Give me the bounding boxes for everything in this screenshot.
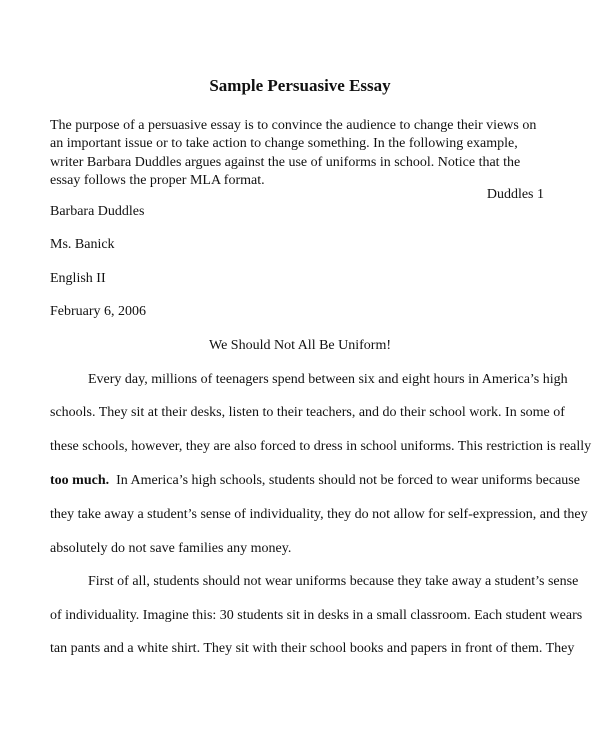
paragraph-1-line [50, 473, 580, 489]
emphasis-text: too much. [50, 473, 110, 488]
instructor-name: Ms. Banick [50, 237, 115, 252]
paragraph-1-line: they take away a student’s sense of individuality, they do not allow for self-expression, and they [50, 507, 588, 522]
paragraph-1-line: Every day, millions of teenagers spend between six and eight hours in America’s high [88, 372, 568, 387]
paragraph-2-line: tan pants and a white shirt. They sit with their school books and papers in front of them. They [50, 641, 575, 656]
paragraph-1-line: schools. They sit at their desks, listen to their teachers, and do their school work. In some of [50, 405, 565, 420]
essay-date: February 6, 2006 [50, 304, 147, 319]
document-title: Sample Persuasive Essay [209, 76, 391, 95]
running-head: Duddles 1 [486, 187, 544, 202]
course-name: English II [50, 271, 106, 286]
paragraph-1-line-rest: In America’s high schools, students should not be forced to wear uniforms because [109, 473, 580, 488]
paragraph-1-line: these schools, however, they are also forced to dress in school uniforms. This restriction is really [50, 439, 592, 454]
paragraph-2-line: of individuality. Imagine this: 30 students sit in desks in a small classroom. Each student wears [50, 608, 583, 623]
paragraph-2-line: First of all, students should not wear uniforms because they take away a student’s sense [88, 574, 579, 589]
intro-paragraph: The purpose of a persuasive essay is to convince the audience to change their views on an important issue or to take action to change something. In the following example, writer Barbara Duddles argues against the use of uniforms in school. Notice that the essay follows the proper MLA format. [50, 118, 537, 189]
paragraph-1-line: absolutely do not save families any money. [50, 541, 292, 556]
author-name: Barbara Duddles [50, 204, 145, 219]
essay-title: We Should Not All Be Uniform! [208, 338, 392, 353]
